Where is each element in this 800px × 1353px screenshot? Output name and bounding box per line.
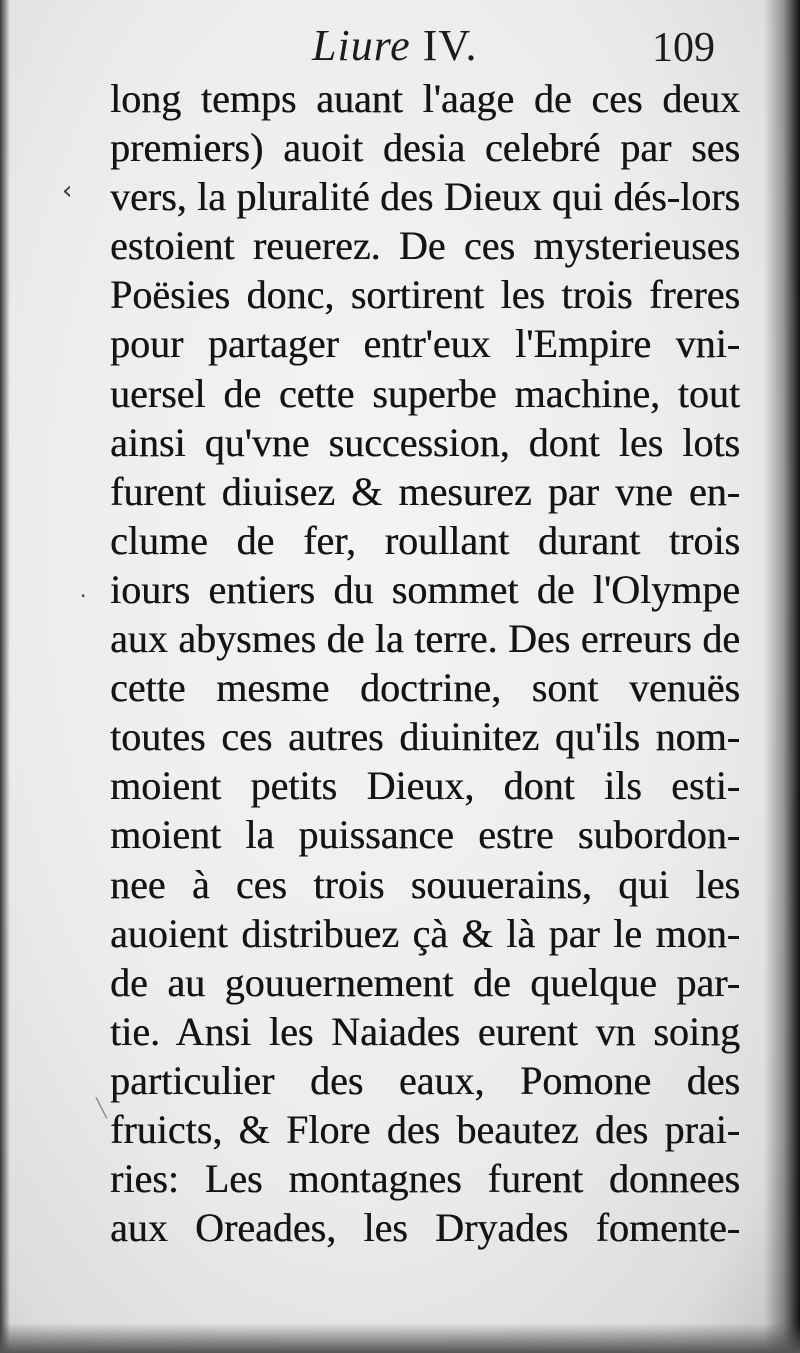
text-line: de au gouuernement de quelque par- <box>110 959 740 1005</box>
text-line: premiers) auoit desia celebré par ses <box>110 125 740 171</box>
text-line: ries: Les montagnes furent donnees <box>110 1156 740 1202</box>
page-bottom-shadow <box>0 1323 800 1353</box>
running-title-book: IV. <box>422 21 478 70</box>
margin-dot-icon: · <box>80 584 87 608</box>
text-line: clume de fer, roullant durant trois <box>110 517 740 563</box>
text-line: uersel de cette superbe machine, tout <box>110 370 740 416</box>
text-line: long temps auant l'aage de ces deux <box>110 76 740 121</box>
margin-mark-icon: ‹ <box>62 176 73 206</box>
text-line: toutes ces autres diuinitez qu'ils nom- <box>110 714 740 760</box>
text-line: iours entiers du sommet de l'Olympe <box>110 566 740 612</box>
text-line: tie. Ansi les Naiades eurent vn soing <box>110 1008 740 1054</box>
page-gutter-shadow <box>0 0 10 1353</box>
text-line: auoient distribuez çà & là par le mon- <box>110 910 740 956</box>
text-line: nee à ces trois souuerains, qui les <box>110 861 740 907</box>
running-title-word: Liure <box>312 21 411 70</box>
page-number: 109 <box>652 25 715 71</box>
page-header <box>0 20 800 76</box>
text-line: ainsi qu'vne succession, dont les lots <box>110 419 740 465</box>
text-line: moient la puissance estre subordon- <box>110 812 740 858</box>
text-line: Poësies donc, sortirent les trois freres <box>110 272 740 318</box>
text-line: moient petits Dieux, dont ils esti- <box>110 763 740 809</box>
page-edge-shadow <box>764 0 800 1353</box>
text-line: particulier des eaux, Pomone des <box>110 1057 740 1103</box>
body-text <box>110 74 740 1252</box>
text-line: estoient reuerez. De ces mysterieuses <box>110 223 740 269</box>
text-line: pour partager entr'eux l'Empire vni- <box>110 321 740 367</box>
text-line: vers, la pluralité des Dieux qui dés-lors <box>110 174 740 220</box>
text-line: fruicts, & Flore des beautez des prai- <box>110 1106 740 1152</box>
text-line: cette mesme doctrine, sont venuës <box>110 665 740 711</box>
text-line: aux abysmes de la terre. Des erreurs de <box>110 616 740 662</box>
text-line: aux Oreades, les Dryades fomente- <box>110 1205 740 1251</box>
margin-stroke-icon: ╲ <box>96 1098 107 1119</box>
text-line: furent diuisez & mesurez par vne en- <box>110 468 740 514</box>
running-title <box>312 20 477 71</box>
